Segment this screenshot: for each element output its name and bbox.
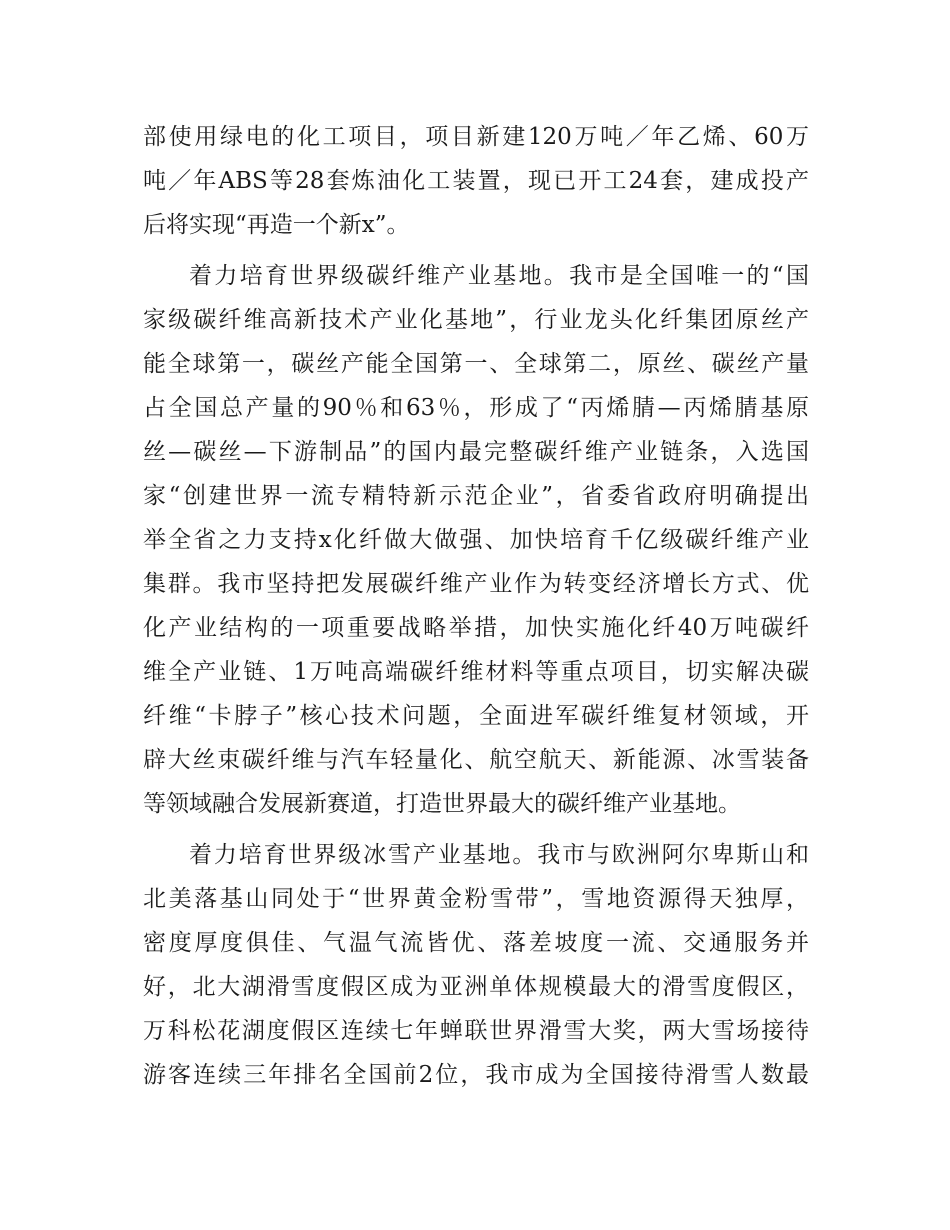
paragraph-3-line-3: 密度厚度俱佳、气温气流皆优、落差坡度一流、交通服务并 [143,930,809,956]
paragraph-2-line-8: 集群。我市坚持把发展碳纤维产业作为转变经济增长方式、优 [143,571,809,597]
paragraph-2-line-6: 家“创建世界一流专精特新示范企业”，省委省政府明确提出 [143,483,809,509]
paragraph-2-line-11: 纤维“卡脖子”核心技术问题，全面进军碳纤维复材领域，开 [143,703,809,729]
paragraph-3-line-1: 着力培育世界级冰雪产业基地。我市与欧洲阿尔卑斯山和 [189,842,809,868]
paragraph-2-line-10: 维全产业链、1万吨高端碳纤维材料等重点项目，切实解决碳 [143,659,809,685]
paragraph-2-line-1: 着力培育世界级碳纤维产业基地。我市是全国唯一的“国 [189,263,809,289]
paragraph-3-line-4: 好，北大湖滑雪度假区成为亚洲单体规模最大的滑雪度假区， [143,974,809,1000]
paragraph-1-line-1: 部使用绿电的化工项目，项目新建120万吨／年乙烯、60万 [143,124,809,150]
paragraph-2-line-12: 辟大丝束碳纤维与汽车轻量化、航空航天、新能源、冰雪装备 [143,747,809,773]
paragraph-2-line-9: 化产业结构的一项重要战略举措，加快实施化纤40万吨碳纤 [143,615,809,641]
paragraph-2-line-5: 丝—碳丝—下游制品”的国内最完整碳纤维产业链条，入选国 [143,439,809,465]
paragraph-2-line-7: 举全省之力支持x化纤做大做强、加快培育千亿级碳纤维产业 [143,527,809,553]
paragraph-3-line-2: 北美落基山同处于“世界黄金粉雪带”，雪地资源得天独厚， [143,886,809,912]
paragraph-3-line-5: 万科松花湖度假区连续七年蝉联世界滑雪大奖，两大雪场接待 [143,1018,809,1044]
paragraph-1-line-3: 后将实现“再造一个新x”。 [143,212,410,238]
paragraph-1-line-2: 吨／年ABS等28套炼油化工装置，现已开工24套，建成投产 [143,168,809,194]
paragraph-2-line-3: 能全球第一，碳丝产能全国第一、全球第二，原丝、碳丝产量 [143,351,809,377]
paragraph-2-line-13: 等领域融合发展新赛道，打造世界最大的碳纤维产业基地。 [143,791,741,817]
paragraph-3-line-6: 游客连续三年排名全国前2位，我市成为全国接待滑雪人数最 [143,1062,809,1088]
paragraph-2-line-2: 家级碳纤维高新技术产业化基地”，行业龙头化纤集团原丝产 [143,307,809,333]
paragraph-2-line-4: 占全国总产量的90％和63％，形成了“丙烯腈—丙烯腈基原 [143,395,809,421]
